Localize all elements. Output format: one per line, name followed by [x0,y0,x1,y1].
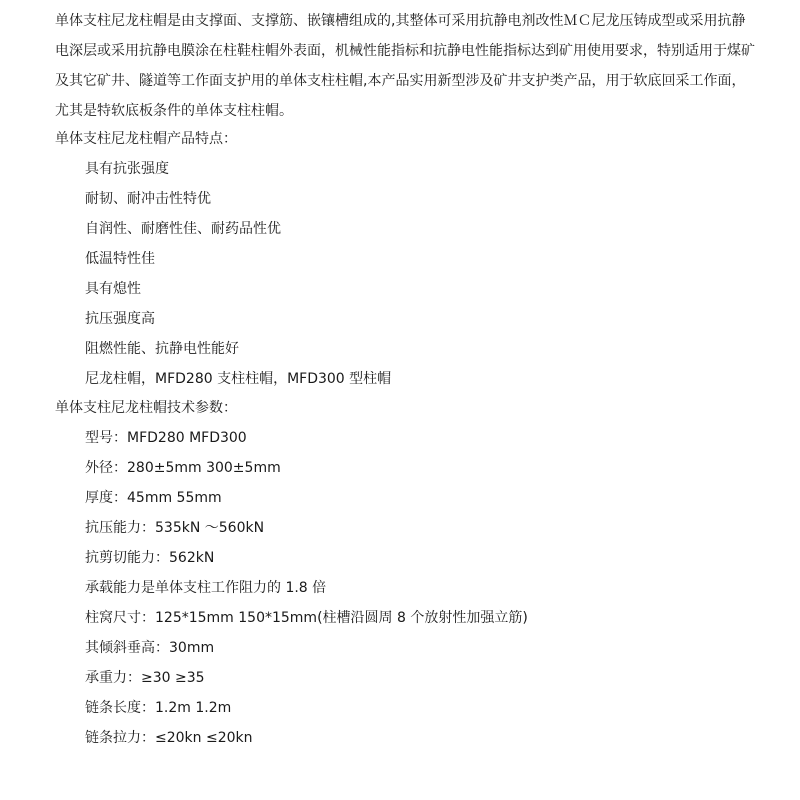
feature-item: 抗压强度高 [85,311,155,327]
spec-item: 抗压能力：535kN ～560kN [85,520,265,536]
spec-item: 承载能力是单体支柱工作阻力的 1.8 倍 [85,580,327,596]
feature-item: 具有熄性 [85,281,141,297]
features-heading: 单体支柱尼龙柱帽产品特点： [55,131,237,147]
spec-item: 其倾斜垂高：30mm [85,640,215,656]
feature-item: 具有抗张强度 [85,161,169,177]
spec-item: 承重力：≥30 ≥35 [85,670,205,686]
spec-item: 柱窝尺寸：125*15mm 150*15mm(柱槽沿圆周 8 个放射性加强立筋) [85,610,528,626]
feature-item: 自润性、耐磨性佳、耐药品性优 [85,221,281,237]
specs-heading: 单体支柱尼龙柱帽技术参数： [55,400,237,416]
features-list [85,154,391,394]
feature-item: 耐韧、耐冲击性特优 [85,191,211,207]
spec-item: 抗剪切能力：562kN [85,550,215,566]
feature-item: 尼龙柱帽，MFD280 支柱柱帽，MFD300 型柱帽 [85,371,392,387]
spec-item: 厚度：45mm 55mm [85,490,222,506]
feature-item: 低温特性佳 [85,251,155,267]
spec-item: 链条长度：1.2m 1.2m [85,700,232,716]
spec-item: 链条拉力：≤20kn ≤20kn [85,730,253,746]
specs-list [85,423,528,753]
feature-item: 阻燃性能、抗静电性能好 [85,341,239,357]
spec-item: 外径：280±5mm 300±5mm [85,460,281,476]
intro-paragraph: 单体支柱尼龙柱帽是由支撑面、支撑筋、嵌镶槽组成的,其整体可采用抗静电剂改性ＭＣ尼龙压铸成型或采用抗静电深层或采用抗静电膜涂在柱鞋柱帽外表面，机械性能指标和抗静电性能指标达到矿用使用要求，特别适用于煤矿及其它矿井、隧道等工作面支护用的单体支柱柱帽,本产品实用新型涉及矿井支护类产品，用于软底回采工作面，尤其是特软底板条件的单体支柱柱帽。 [55,13,755,119]
spec-item: 型号：MFD280 MFD300 [85,430,247,446]
